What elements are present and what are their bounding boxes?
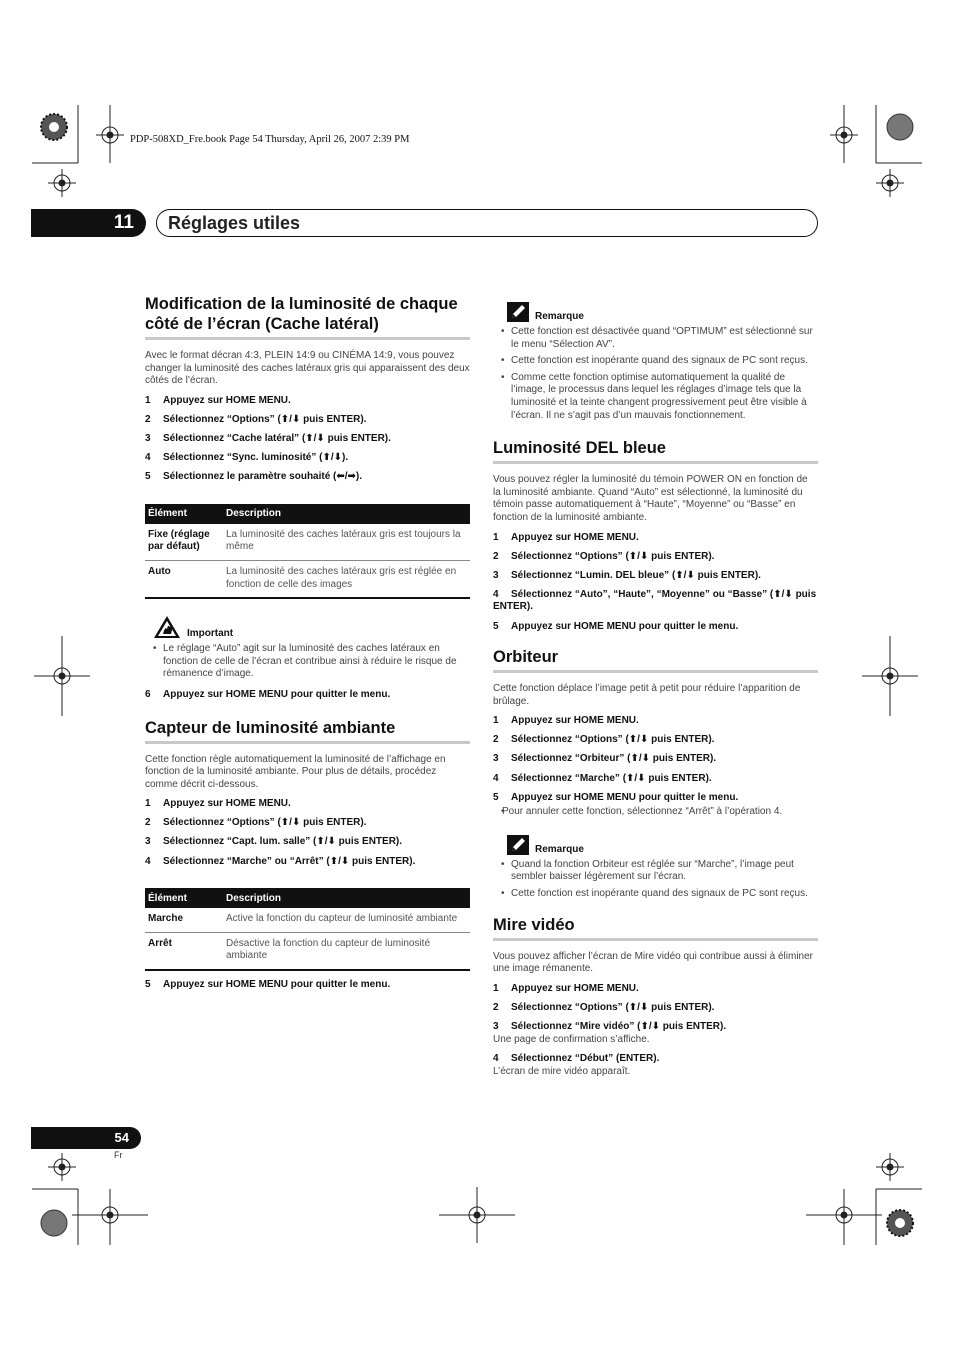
list-item: • Comme cette fonction optimise automatiquement la qualité de l’image, le processus dans lequel les réglages d’image tels que la luminosité et la teinte changent progressivement peut être visible à l’écran. Il ne s’agit pas d’un mauvais fonctionnement. [493,372,818,422]
right-column [493,302,818,1085]
chapter-number: 11 [31,209,146,237]
step-item: 3 Sélectionnez “Mire vidéo” (⬆/⬇ puis ENTER). [493,1021,727,1032]
step-item: 4 Sélectionnez “Début” (ENTER). [493,1053,660,1065]
important-callout [145,615,470,639]
steps-list [493,715,818,804]
table-row: Marche Active la fonction du capteur de luminosité ambiante [148,913,458,925]
print-info: PDP-508XD_Fre.book Page 54 Thursday, April 26, 2007 2:39 PM [130,134,410,145]
table-row: Auto La luminosité des caches latéraux gris est réglée en fonction de celle des images [145,560,470,598]
step-item: 5 Appuyez sur HOME MENU pour quitter le menu. [145,978,391,990]
note-pencil-icon [507,835,529,855]
step-item: 3 Sélectionnez “Lumin. DEL bleue” (⬆/⬇ puis ENTER). [493,569,761,581]
step-item: 3 Sélectionnez “Cache latéral” (⬆/⬇ puis ENTER). [145,432,391,444]
step-item: 1 Appuyez sur HOME MENU. [493,715,639,727]
steps-list [145,395,470,484]
settings-table [145,504,470,599]
table-row: Arrêt Désactive la fonction du capteur de luminosité ambiante [145,932,470,970]
step-item: 2 Sélectionnez “Options” (⬆/⬇ puis ENTER). [145,413,367,425]
warning-icon [153,615,181,639]
step-result: L’écran de mire vidéo apparaît. [493,1065,631,1077]
step-item: 2 Sélectionnez “Options” (⬆/⬇ puis ENTER). [493,550,715,562]
step-item: 5 Sélectionnez le paramètre souhaité (⬅/➡). [145,471,363,483]
table-header: Description [223,504,470,524]
table-row: Fixe (réglage par défaut) La luminosité des caches latéraux gris est toujours la même [148,528,461,553]
step-item: 5 Appuyez sur HOME MENU pour quitter le menu. [493,791,739,803]
step-item: 1 Appuyez sur HOME MENU. [145,798,291,810]
chapter-title: Réglages utiles [156,209,818,237]
section-intro: Vous pouvez régler la luminosité du témoin POWER ON en fonction de la luminosité ambiante. Quand “Auto” est sélectionné, la luminosité du témoin passe automatiquement à “Haute”, “Moyenne” ou “Basse” en fonction de la luminosité ambiante. [493,474,808,523]
step-result: Une page de confirmation s’affiche. [493,1033,650,1045]
section-intro: Cette fonction déplace l’image petit à petit pour réduire l’apparition de brûlage. [493,683,801,707]
section-heading-orbiteur: Orbiteur [493,647,818,673]
step-item: 1 Appuyez sur HOME MENU. [145,394,291,406]
list-item: • Cette fonction est inopérante quand des signaux de PC sont reçus. [493,355,818,368]
list-item: • Pour annuler cette fonction, sélectionnez “Arrêt” à l’opération 4. [493,806,818,819]
section-heading-del-bleue: Luminosité DEL bleue [493,438,818,464]
table-header: Élément [145,504,223,524]
list-item: • Cette fonction est désactivée quand “OPTIMUM” est sélectionné sur le menu “Sélection AV”. [493,326,818,351]
section-intro: Cette fonction règle automatiquement la luminosité de l’affichage en fonction de la luminosité ambiante. Pour plus de détails, procédez comme décrit ci-dessous. [145,753,446,790]
step-item: 5 Appuyez sur HOME MENU pour quitter le menu. [493,620,739,632]
important-list [145,643,470,681]
steps-list [145,798,470,868]
left-column [145,294,470,998]
table-header: Description [223,888,470,908]
remarque-label: Remarque [535,311,584,322]
step-item: 4 Sélectionnez “Sync. luminosité” (⬆/⬇). [145,452,349,464]
section-heading-mire-video: Mire vidéo [493,915,818,941]
step-item: 2 Sélectionnez “Options” (⬆/⬇ puis ENTER). [145,817,367,829]
section-intro: Avec le format décran 4:3, PLEIN 14:9 ou CINÉMA 14:9, vous pouvez changer la luminosité des caches latéraux gris qui apparaissent des deux côtés de l’écran. [145,350,470,387]
table-header: Élément [145,888,223,908]
language-code: Fr [114,1150,123,1160]
list-item: • Le réglage “Auto” agit sur la luminosité des caches latéraux en fonction de celle de l’écran et contribue ainsi à réduire le risque de rémanence d’image. [145,643,470,681]
step-item: 4 Sélectionnez “Marche” (⬆/⬇ puis ENTER). [493,772,712,784]
remarque-callout [493,302,818,322]
step-item: 3 Sélectionnez “Orbiteur” (⬆/⬇ puis ENTER). [493,753,717,765]
section-heading-cache-lateral: Modification de la luminosité de chaque côté de l’écran (Cache latéral) [145,294,470,340]
remarque-list [493,859,818,901]
section-heading-capteur: Capteur de luminosité ambiante [145,718,470,744]
orbiteur-cancel-note [493,806,818,819]
step-item: 6 Appuyez sur HOME MENU pour quitter le menu. [145,688,391,700]
section-intro: Vous pouvez afficher l’écran de Mire vidéo qui contribue aussi à éliminer une image rémanente. [493,950,813,975]
important-label: Important [187,628,234,640]
step-item: 3 Sélectionnez “Capt. lum. salle” (⬆/⬇ puis ENTER). [145,836,403,848]
settings-table [145,888,470,971]
list-item: • Cette fonction est inopérante quand des signaux de PC sont reçus. [493,888,818,901]
step-item: 2 Sélectionnez “Options” (⬆/⬇ puis ENTER). [493,1001,715,1013]
remarque-list [493,326,818,422]
step-item: 2 Sélectionnez “Options” (⬆/⬇ puis ENTER). [493,734,715,746]
list-item: • Quand la fonction Orbiteur est réglée sur “Marche”, l’image peut sembler baisser légèrement sur l’écran. [493,859,818,884]
page-number: 54 [31,1127,141,1149]
steps-list [493,532,818,634]
step-item: 4 Sélectionnez “Marche” ou “Arrêt” (⬆/⬇ puis ENTER). [145,855,416,867]
remarque-label: Remarque [535,843,584,855]
note-pencil-icon [507,302,529,322]
step-item: 1 Appuyez sur HOME MENU. [493,982,639,994]
remarque-callout [493,835,818,855]
step-item: 1 Appuyez sur HOME MENU. [493,531,639,543]
step-item: 4 Sélectionnez “Auto”, “Haute”, “Moyenne” ou “Basse” (⬆/⬇ puis ENTER). [493,588,817,613]
